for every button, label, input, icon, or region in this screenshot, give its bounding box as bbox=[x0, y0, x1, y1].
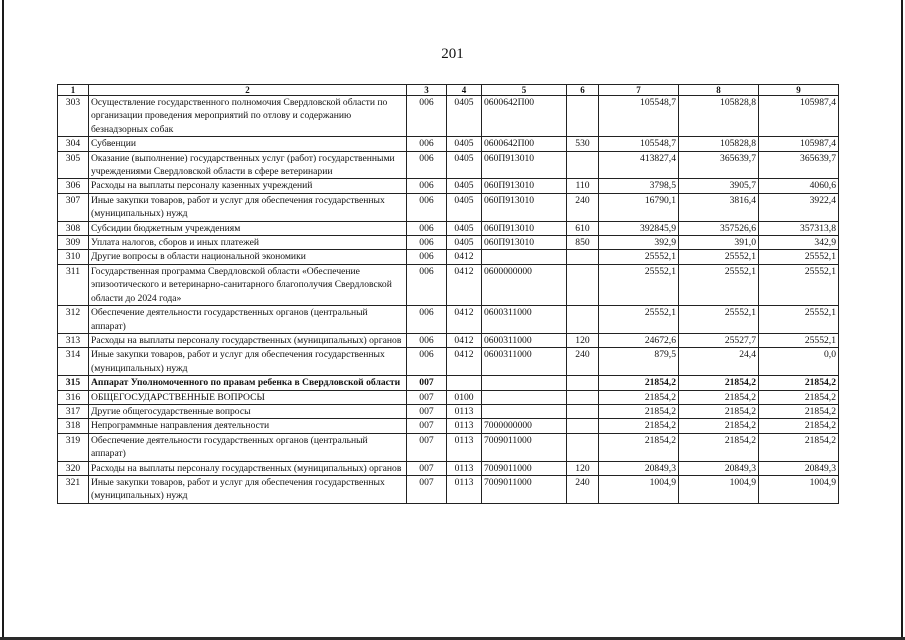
row-amount-col8: 105828,8 bbox=[679, 96, 759, 137]
row-expense-type bbox=[567, 306, 599, 334]
row-admin-code: 006 bbox=[407, 179, 447, 193]
row-number: 316 bbox=[58, 390, 89, 404]
row-section-code: 0405 bbox=[447, 179, 482, 193]
row-number: 304 bbox=[58, 137, 89, 151]
row-amount-col7: 21854,2 bbox=[599, 390, 679, 404]
row-number: 319 bbox=[58, 433, 89, 461]
table-body bbox=[58, 96, 839, 504]
row-number: 317 bbox=[58, 404, 89, 418]
row-admin-code: 006 bbox=[407, 221, 447, 235]
row-section-code: 0100 bbox=[447, 390, 482, 404]
row-amount-col9: 21854,2 bbox=[759, 390, 839, 404]
row-target-code bbox=[482, 250, 567, 264]
row-target-code: 060П913010 bbox=[482, 179, 567, 193]
row-amount-col9: 21854,2 bbox=[759, 404, 839, 418]
row-section-code bbox=[447, 376, 482, 390]
row-number: 311 bbox=[58, 264, 89, 305]
row-target-code: 060П913010 bbox=[482, 236, 567, 250]
row-admin-code: 006 bbox=[407, 151, 447, 179]
row-amount-col8: 357526,6 bbox=[679, 221, 759, 235]
row-section-code: 0405 bbox=[447, 137, 482, 151]
row-section-code: 0405 bbox=[447, 151, 482, 179]
row-admin-code: 006 bbox=[407, 264, 447, 305]
row-admin-code: 007 bbox=[407, 404, 447, 418]
row-section-code: 0113 bbox=[447, 475, 482, 503]
row-amount-col8: 21854,2 bbox=[679, 404, 759, 418]
row-number: 312 bbox=[58, 306, 89, 334]
row-amount-col8: 365639,7 bbox=[679, 151, 759, 179]
row-admin-code: 007 bbox=[407, 461, 447, 475]
row-number: 314 bbox=[58, 348, 89, 376]
scan-frame-left bbox=[2, 0, 4, 640]
row-amount-col7: 16790,1 bbox=[599, 193, 679, 221]
row-name: Обеспечение деятельности государственных органов (центральный аппарат) bbox=[89, 306, 407, 334]
row-expense-type: 240 bbox=[567, 475, 599, 503]
row-name: Иные закупки товаров, работ и услуг для обеспечения государственных (муниципальных) нужд bbox=[89, 348, 407, 376]
row-number: 320 bbox=[58, 461, 89, 475]
row-admin-code: 007 bbox=[407, 475, 447, 503]
row-amount-col8: 3905,7 bbox=[679, 179, 759, 193]
row-name: ОБЩЕГОСУДАРСТВЕННЫЕ ВОПРОСЫ bbox=[89, 390, 407, 404]
table-row bbox=[58, 333, 839, 347]
row-expense-type bbox=[567, 404, 599, 418]
row-number: 308 bbox=[58, 221, 89, 235]
row-expense-type bbox=[567, 390, 599, 404]
table-row bbox=[58, 376, 839, 390]
row-expense-type: 240 bbox=[567, 193, 599, 221]
row-amount-col8: 21854,2 bbox=[679, 376, 759, 390]
row-target-code: 7000000000 bbox=[482, 419, 567, 433]
row-amount-col7: 879,5 bbox=[599, 348, 679, 376]
row-number: 318 bbox=[58, 419, 89, 433]
row-amount-col9: 105987,4 bbox=[759, 96, 839, 137]
row-target-code: 060П913010 bbox=[482, 193, 567, 221]
row-section-code: 0412 bbox=[447, 306, 482, 334]
row-section-code: 0405 bbox=[447, 193, 482, 221]
row-amount-col7: 1004,9 bbox=[599, 475, 679, 503]
row-target-code: 060П913010 bbox=[482, 221, 567, 235]
row-amount-col9: 3922,4 bbox=[759, 193, 839, 221]
table-row bbox=[58, 151, 839, 179]
row-admin-code: 006 bbox=[407, 306, 447, 334]
table-header-row bbox=[58, 85, 839, 96]
row-amount-col9: 21854,2 bbox=[759, 376, 839, 390]
table-row bbox=[58, 179, 839, 193]
row-admin-code: 006 bbox=[407, 137, 447, 151]
row-name: Расходы на выплаты персоналу казенных учреждений bbox=[89, 179, 407, 193]
row-name: Иные закупки товаров, работ и услуг для обеспечения государственных (муниципальных) нужд bbox=[89, 475, 407, 503]
table-row bbox=[58, 348, 839, 376]
table-row bbox=[58, 461, 839, 475]
row-target-code: 0600642П00 bbox=[482, 137, 567, 151]
row-name: Расходы на выплаты персоналу государственных (муниципальных) органов bbox=[89, 461, 407, 475]
row-section-code: 0412 bbox=[447, 348, 482, 376]
row-amount-col8: 21854,2 bbox=[679, 390, 759, 404]
row-name: Осуществление государственного полномочия Свердловской области по организации проведения мероприятий по отлову и содержанию безнадзорных собак bbox=[89, 96, 407, 137]
row-amount-col8: 1004,9 bbox=[679, 475, 759, 503]
header-col-4: 4 bbox=[447, 85, 482, 96]
row-number: 307 bbox=[58, 193, 89, 221]
row-amount-col8: 25552,1 bbox=[679, 306, 759, 334]
row-name: Иные закупки товаров, работ и услуг для обеспечения государственных (муниципальных) нужд bbox=[89, 193, 407, 221]
row-admin-code: 006 bbox=[407, 333, 447, 347]
header-col-1: 1 bbox=[58, 85, 89, 96]
row-section-code: 0113 bbox=[447, 404, 482, 418]
row-amount-col9: 25552,1 bbox=[759, 333, 839, 347]
table-row bbox=[58, 404, 839, 418]
row-section-code: 0405 bbox=[447, 221, 482, 235]
row-name: Субсидии бюджетным учреждениям bbox=[89, 221, 407, 235]
table-row bbox=[58, 433, 839, 461]
row-amount-col9: 105987,4 bbox=[759, 137, 839, 151]
row-target-code: 7009011000 bbox=[482, 475, 567, 503]
row-target-code bbox=[482, 404, 567, 418]
row-expense-type: 240 bbox=[567, 348, 599, 376]
row-target-code: 0600311000 bbox=[482, 348, 567, 376]
row-expense-type bbox=[567, 419, 599, 433]
row-admin-code: 006 bbox=[407, 193, 447, 221]
row-number: 313 bbox=[58, 333, 89, 347]
row-expense-type: 530 bbox=[567, 137, 599, 151]
row-admin-code: 006 bbox=[407, 250, 447, 264]
row-target-code: 7009011000 bbox=[482, 433, 567, 461]
row-section-code: 0405 bbox=[447, 236, 482, 250]
row-number: 321 bbox=[58, 475, 89, 503]
row-name: Другие вопросы в области национальной экономики bbox=[89, 250, 407, 264]
row-expense-type bbox=[567, 376, 599, 390]
row-amount-col8: 20849,3 bbox=[679, 461, 759, 475]
header-col-7: 7 bbox=[599, 85, 679, 96]
row-expense-type bbox=[567, 151, 599, 179]
row-amount-col9: 25552,1 bbox=[759, 306, 839, 334]
row-admin-code: 007 bbox=[407, 376, 447, 390]
table-row bbox=[58, 475, 839, 503]
row-amount-col7: 25552,1 bbox=[599, 264, 679, 305]
row-amount-col7: 25552,1 bbox=[599, 250, 679, 264]
row-amount-col7: 21854,2 bbox=[599, 404, 679, 418]
row-amount-col7: 105548,7 bbox=[599, 96, 679, 137]
row-expense-type: 850 bbox=[567, 236, 599, 250]
row-section-code: 0412 bbox=[447, 333, 482, 347]
row-admin-code: 007 bbox=[407, 419, 447, 433]
budget-table bbox=[57, 84, 839, 504]
table-row bbox=[58, 137, 839, 151]
row-amount-col7: 20849,3 bbox=[599, 461, 679, 475]
row-target-code: 0600311000 bbox=[482, 333, 567, 347]
row-name: Оказание (выполнение) государственных услуг (работ) государственными учреждениями Свердловской области в сфере ветеринарии bbox=[89, 151, 407, 179]
row-name: Государственная программа Свердловской области «Обеспечение эпизоотического и ветеринарно-санитарного благополучия Свердловской области до 2024 года» bbox=[89, 264, 407, 305]
row-amount-col7: 392845,9 bbox=[599, 221, 679, 235]
row-section-code: 0113 bbox=[447, 433, 482, 461]
row-amount-col7: 21854,2 bbox=[599, 433, 679, 461]
table-row bbox=[58, 236, 839, 250]
row-target-code: 0600642П00 bbox=[482, 96, 567, 137]
row-section-code: 0412 bbox=[447, 250, 482, 264]
row-section-code: 0412 bbox=[447, 264, 482, 305]
row-name: Расходы на выплаты персоналу государственных (муниципальных) органов bbox=[89, 333, 407, 347]
row-admin-code: 007 bbox=[407, 390, 447, 404]
row-number: 303 bbox=[58, 96, 89, 137]
header-col-6: 6 bbox=[567, 85, 599, 96]
row-name: Уплата налогов, сборов и иных платежей bbox=[89, 236, 407, 250]
table-row bbox=[58, 96, 839, 137]
row-target-code: 060П913010 bbox=[482, 151, 567, 179]
table-row bbox=[58, 390, 839, 404]
row-amount-col9: 25552,1 bbox=[759, 264, 839, 305]
row-name: Аппарат Уполномоченного по правам ребенка в Свердловской области bbox=[89, 376, 407, 390]
row-amount-col8: 25527,7 bbox=[679, 333, 759, 347]
table-row bbox=[58, 250, 839, 264]
row-expense-type bbox=[567, 264, 599, 305]
row-number: 305 bbox=[58, 151, 89, 179]
row-admin-code: 007 bbox=[407, 433, 447, 461]
table-row bbox=[58, 306, 839, 334]
row-target-code: 0600000000 bbox=[482, 264, 567, 305]
row-amount-col7: 25552,1 bbox=[599, 306, 679, 334]
row-expense-type bbox=[567, 96, 599, 137]
row-amount-col9: 20849,3 bbox=[759, 461, 839, 475]
row-amount-col9: 21854,2 bbox=[759, 419, 839, 433]
row-expense-type bbox=[567, 433, 599, 461]
row-section-code: 0113 bbox=[447, 461, 482, 475]
table-row bbox=[58, 419, 839, 433]
row-amount-col8: 21854,2 bbox=[679, 433, 759, 461]
row-amount-col8: 21854,2 bbox=[679, 419, 759, 433]
row-admin-code: 006 bbox=[407, 96, 447, 137]
row-number: 315 bbox=[58, 376, 89, 390]
row-target-code: 7009011000 bbox=[482, 461, 567, 475]
row-expense-type: 120 bbox=[567, 461, 599, 475]
row-amount-col8: 25552,1 bbox=[679, 264, 759, 305]
header-col-5: 5 bbox=[482, 85, 567, 96]
table-row bbox=[58, 264, 839, 305]
row-section-code: 0113 bbox=[447, 419, 482, 433]
row-amount-col7: 392,9 bbox=[599, 236, 679, 250]
row-amount-col7: 413827,4 bbox=[599, 151, 679, 179]
row-amount-col7: 3798,5 bbox=[599, 179, 679, 193]
header-col-2: 2 bbox=[89, 85, 407, 96]
row-amount-col8: 105828,8 bbox=[679, 137, 759, 151]
row-amount-col8: 24,4 bbox=[679, 348, 759, 376]
row-name: Другие общегосударственные вопросы bbox=[89, 404, 407, 418]
row-expense-type: 110 bbox=[567, 179, 599, 193]
row-section-code: 0405 bbox=[447, 96, 482, 137]
row-amount-col7: 105548,7 bbox=[599, 137, 679, 151]
row-target-code bbox=[482, 376, 567, 390]
scan-frame-right bbox=[901, 0, 903, 640]
row-amount-col7: 21854,2 bbox=[599, 419, 679, 433]
row-amount-col9: 0,0 bbox=[759, 348, 839, 376]
row-name: Непрограммные направления деятельности bbox=[89, 419, 407, 433]
row-admin-code: 006 bbox=[407, 236, 447, 250]
row-target-code: 0600311000 bbox=[482, 306, 567, 334]
row-expense-type: 120 bbox=[567, 333, 599, 347]
row-amount-col9: 1004,9 bbox=[759, 475, 839, 503]
row-amount-col9: 357313,8 bbox=[759, 221, 839, 235]
row-target-code bbox=[482, 390, 567, 404]
row-amount-col9: 365639,7 bbox=[759, 151, 839, 179]
header-col-9: 9 bbox=[759, 85, 839, 96]
row-number: 306 bbox=[58, 179, 89, 193]
row-amount-col9: 21854,2 bbox=[759, 433, 839, 461]
table-row bbox=[58, 193, 839, 221]
row-amount-col7: 24672,6 bbox=[599, 333, 679, 347]
row-amount-col8: 391,0 bbox=[679, 236, 759, 250]
row-amount-col7: 21854,2 bbox=[599, 376, 679, 390]
row-name: Обеспечение деятельности государственных органов (центральный аппарат) bbox=[89, 433, 407, 461]
table-row bbox=[58, 221, 839, 235]
row-amount-col8: 3816,4 bbox=[679, 193, 759, 221]
row-amount-col8: 25552,1 bbox=[679, 250, 759, 264]
row-amount-col9: 4060,6 bbox=[759, 179, 839, 193]
row-number: 309 bbox=[58, 236, 89, 250]
row-admin-code: 006 bbox=[407, 348, 447, 376]
header-col-3: 3 bbox=[407, 85, 447, 96]
row-amount-col9: 342,9 bbox=[759, 236, 839, 250]
row-expense-type bbox=[567, 250, 599, 264]
row-name: Субвенции bbox=[89, 137, 407, 151]
row-amount-col9: 25552,1 bbox=[759, 250, 839, 264]
row-number: 310 bbox=[58, 250, 89, 264]
header-col-8: 8 bbox=[679, 85, 759, 96]
row-expense-type: 610 bbox=[567, 221, 599, 235]
page-number: 201 bbox=[441, 46, 464, 62]
